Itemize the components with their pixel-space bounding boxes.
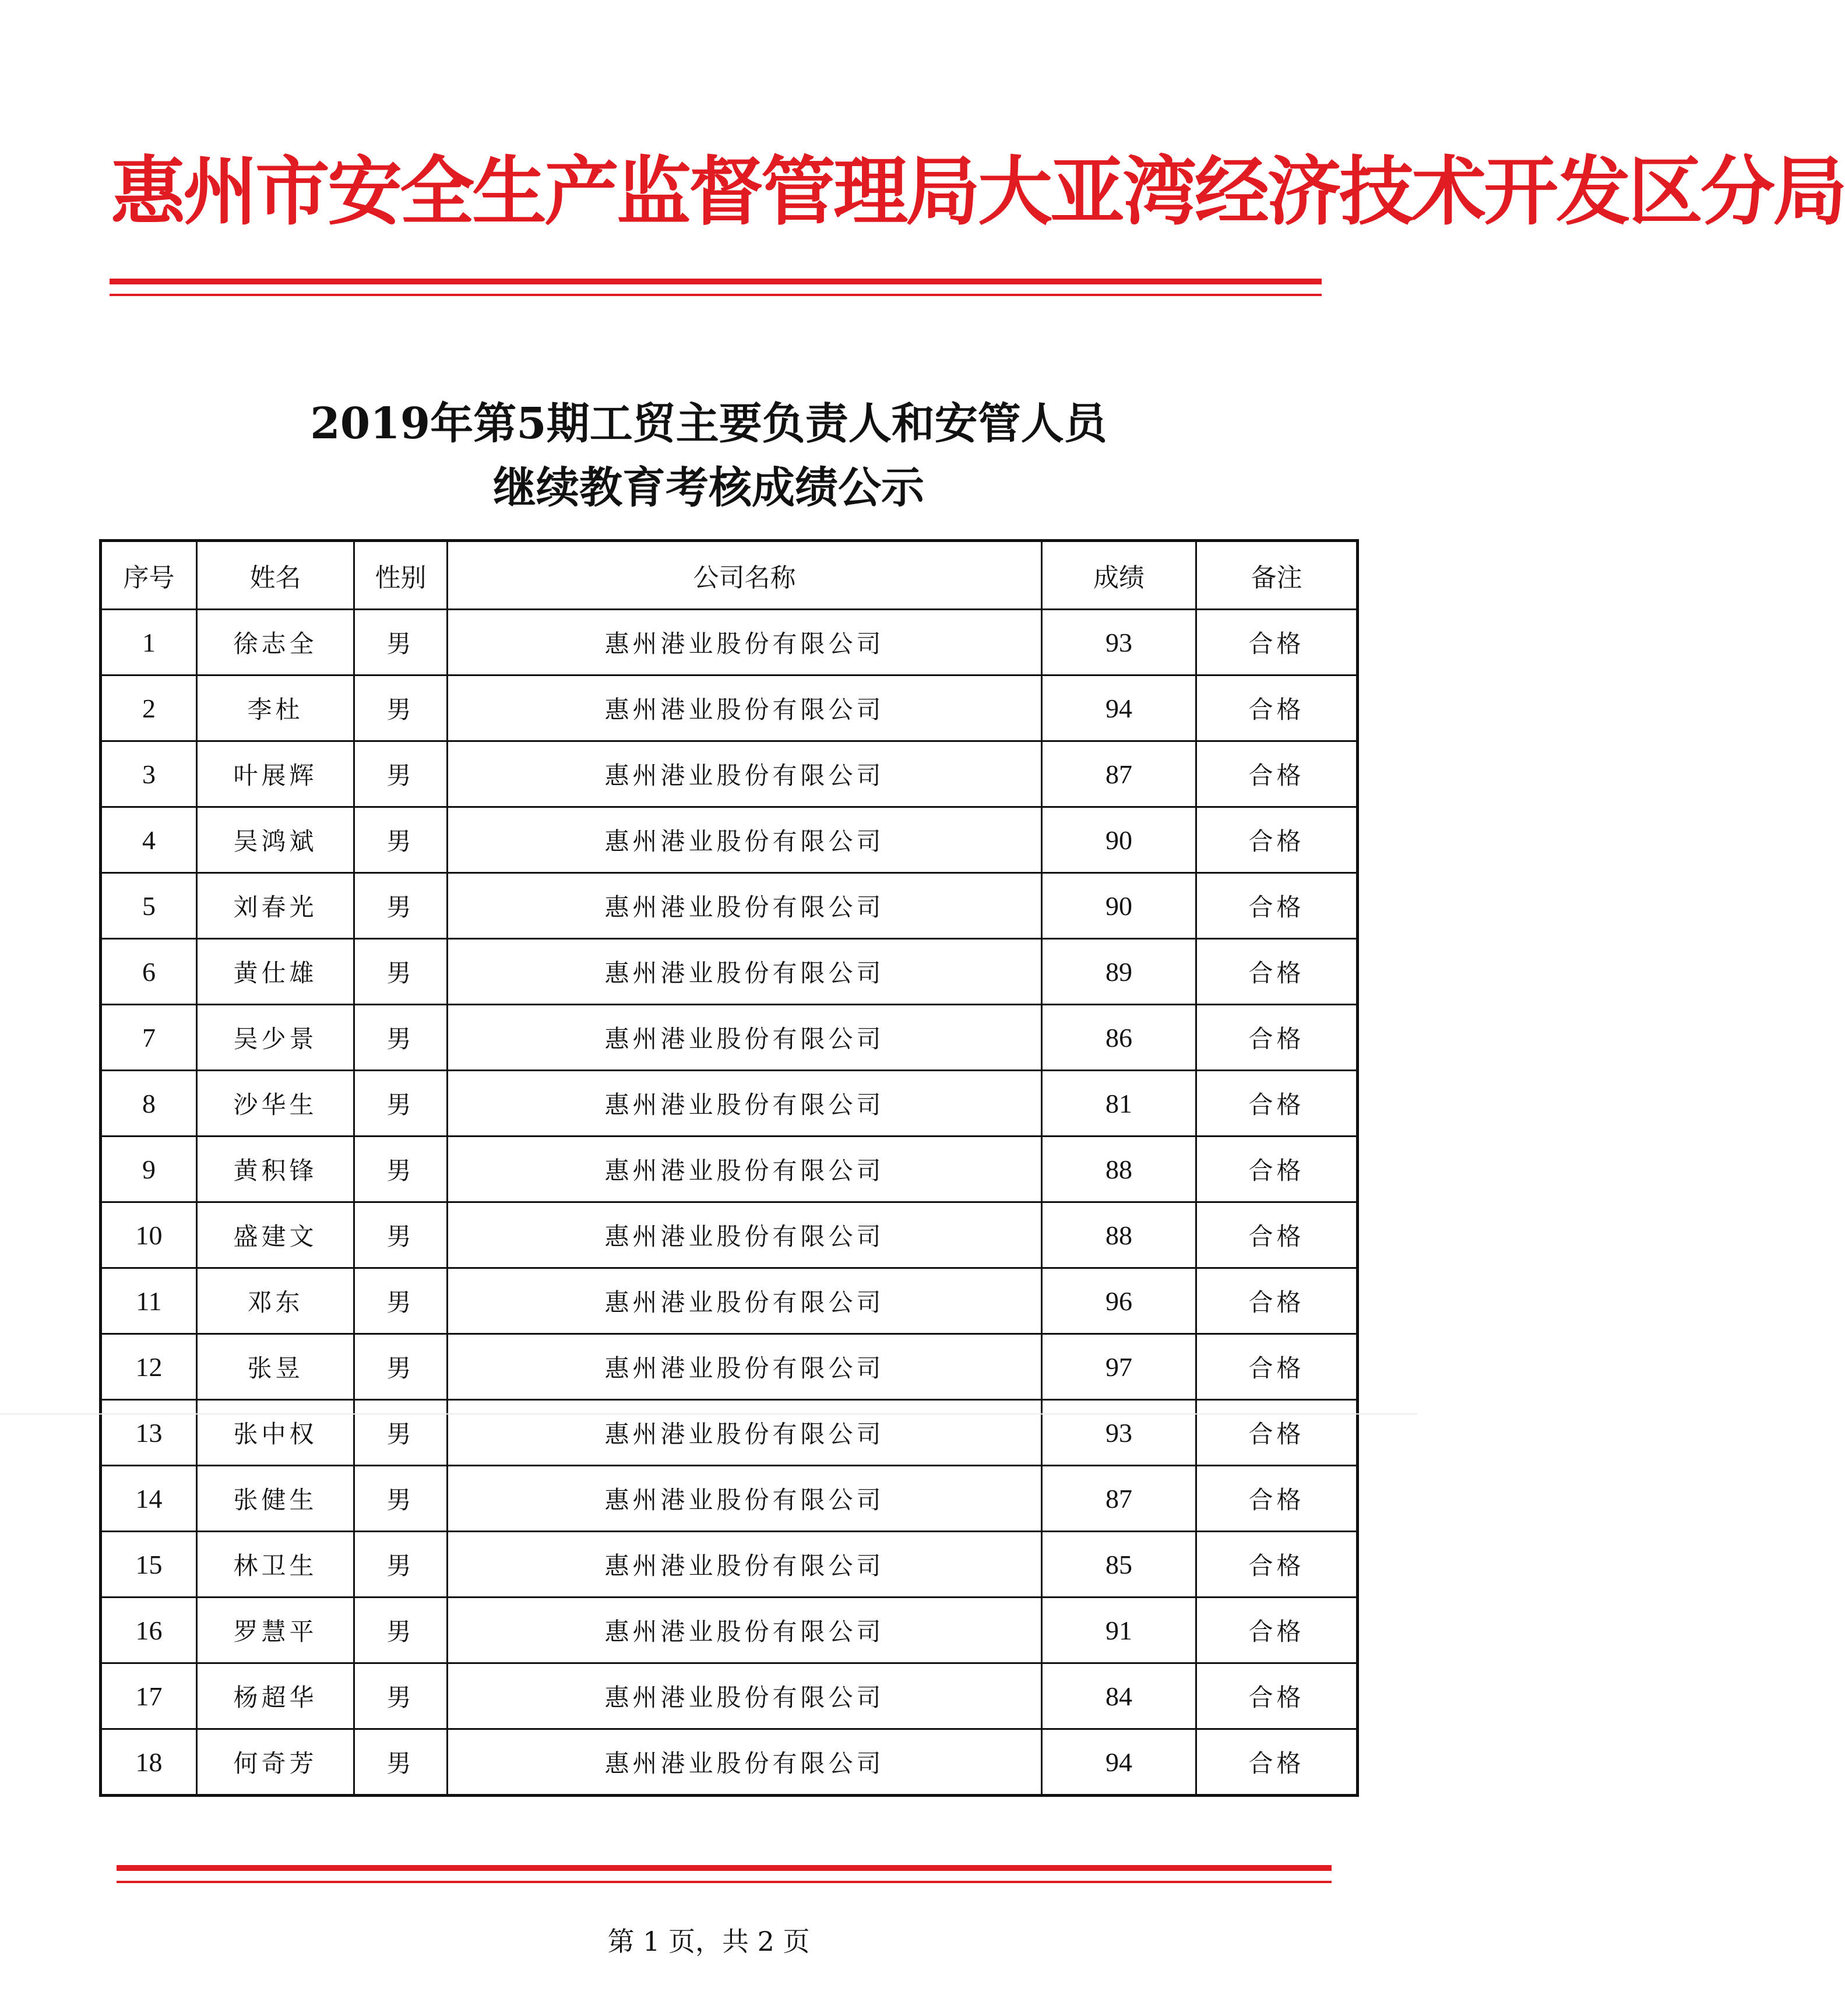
cell-no: 15 bbox=[101, 1532, 197, 1598]
cell-remark: 合格 bbox=[1196, 610, 1358, 675]
cell-company: 惠州港业股份有限公司 bbox=[448, 873, 1042, 939]
table-row bbox=[101, 1137, 1358, 1202]
cell-score: 97 bbox=[1042, 1334, 1196, 1400]
cell-gender: 男 bbox=[354, 1202, 448, 1268]
cell-score: 90 bbox=[1042, 873, 1196, 939]
cell-gender: 男 bbox=[354, 1334, 448, 1400]
cell-company: 惠州港业股份有限公司 bbox=[448, 1071, 1042, 1137]
cell-no: 17 bbox=[101, 1663, 197, 1729]
cell-company: 惠州港业股份有限公司 bbox=[448, 1729, 1042, 1796]
cell-name: 沙华生 bbox=[197, 1071, 354, 1137]
cell-company: 惠州港业股份有限公司 bbox=[448, 741, 1042, 807]
cell-remark: 合格 bbox=[1196, 1005, 1358, 1071]
cell-score: 93 bbox=[1042, 610, 1196, 675]
cell-no: 16 bbox=[101, 1598, 197, 1663]
table-row bbox=[101, 1466, 1358, 1532]
cell-company: 惠州港业股份有限公司 bbox=[448, 610, 1042, 675]
cell-no: 3 bbox=[101, 741, 197, 807]
header-remark: 备注 bbox=[1196, 541, 1358, 610]
cell-name: 盛建文 bbox=[197, 1202, 354, 1268]
header-score: 成绩 bbox=[1042, 541, 1196, 610]
cell-remark: 合格 bbox=[1196, 1466, 1358, 1532]
table-row bbox=[101, 1532, 1358, 1598]
document-title-line2: 继续教育考核成绩公示 bbox=[493, 463, 924, 513]
cell-name: 张中权 bbox=[197, 1400, 354, 1466]
cell-gender: 男 bbox=[354, 1663, 448, 1729]
table-row bbox=[101, 873, 1358, 939]
cell-score: 86 bbox=[1042, 1005, 1196, 1071]
cell-gender: 男 bbox=[354, 1268, 448, 1334]
score-table bbox=[99, 539, 1359, 1797]
cell-company: 惠州港业股份有限公司 bbox=[448, 1005, 1042, 1071]
cell-no: 7 bbox=[101, 1005, 197, 1071]
cell-gender: 男 bbox=[354, 1598, 448, 1663]
cell-company: 惠州港业股份有限公司 bbox=[448, 1532, 1042, 1598]
cell-gender: 男 bbox=[354, 1071, 448, 1137]
table-row bbox=[101, 807, 1358, 873]
cell-no: 13 bbox=[101, 1400, 197, 1466]
table-row bbox=[101, 1598, 1358, 1663]
table-row bbox=[101, 741, 1358, 807]
cell-company: 惠州港业股份有限公司 bbox=[448, 1334, 1042, 1400]
cell-name: 林卫生 bbox=[197, 1532, 354, 1598]
cell-score: 91 bbox=[1042, 1598, 1196, 1663]
table-row bbox=[101, 1663, 1358, 1729]
cell-no: 11 bbox=[101, 1268, 197, 1334]
cell-company: 惠州港业股份有限公司 bbox=[448, 675, 1042, 741]
cell-gender: 男 bbox=[354, 1729, 448, 1796]
cell-company: 惠州港业股份有限公司 bbox=[448, 1202, 1042, 1268]
cell-name: 邓东 bbox=[197, 1268, 354, 1334]
cell-score: 94 bbox=[1042, 675, 1196, 741]
cell-remark: 合格 bbox=[1196, 807, 1358, 873]
scan-fold-line bbox=[0, 1413, 1417, 1415]
cell-no: 9 bbox=[101, 1137, 197, 1202]
cell-no: 2 bbox=[101, 675, 197, 741]
cell-gender: 男 bbox=[354, 1532, 448, 1598]
cell-company: 惠州港业股份有限公司 bbox=[448, 1663, 1042, 1729]
cell-name: 叶展辉 bbox=[197, 741, 354, 807]
cell-remark: 合格 bbox=[1196, 1400, 1358, 1466]
cell-no: 12 bbox=[101, 1334, 197, 1400]
cell-score: 96 bbox=[1042, 1268, 1196, 1334]
cell-name: 徐志全 bbox=[197, 610, 354, 675]
table-body bbox=[101, 610, 1358, 1796]
cell-no: 10 bbox=[101, 1202, 197, 1268]
cell-remark: 合格 bbox=[1196, 1334, 1358, 1400]
cell-name: 张昱 bbox=[197, 1334, 354, 1400]
cell-remark: 合格 bbox=[1196, 1268, 1358, 1334]
cell-remark: 合格 bbox=[1196, 1598, 1358, 1663]
cell-score: 81 bbox=[1042, 1071, 1196, 1137]
cell-company: 惠州港业股份有限公司 bbox=[448, 1466, 1042, 1532]
cell-remark: 合格 bbox=[1196, 873, 1358, 939]
cell-gender: 男 bbox=[354, 873, 448, 939]
document-title-line1: 2019年第5期工贸主要负责人和安管人员 bbox=[310, 399, 1107, 449]
cell-company: 惠州港业股份有限公司 bbox=[448, 1400, 1042, 1466]
footer-rule-thick bbox=[117, 1865, 1332, 1871]
header-gender: 性别 bbox=[354, 541, 448, 610]
cell-score: 94 bbox=[1042, 1729, 1196, 1796]
cell-gender: 男 bbox=[354, 1137, 448, 1202]
cell-gender: 男 bbox=[354, 1466, 448, 1532]
page-number: 第 1 页，共 2 页 bbox=[607, 1926, 810, 1957]
cell-no: 18 bbox=[101, 1729, 197, 1796]
cell-no: 8 bbox=[101, 1071, 197, 1137]
cell-name: 黄积锋 bbox=[197, 1137, 354, 1202]
cell-no: 1 bbox=[101, 610, 197, 675]
cell-gender: 男 bbox=[354, 807, 448, 873]
cell-remark: 合格 bbox=[1196, 675, 1358, 741]
cell-score: 87 bbox=[1042, 741, 1196, 807]
cell-name: 刘春光 bbox=[197, 873, 354, 939]
cell-remark: 合格 bbox=[1196, 1532, 1358, 1598]
letterhead-rule-thick bbox=[110, 279, 1322, 284]
cell-name: 张健生 bbox=[197, 1466, 354, 1532]
cell-name: 黄仕雄 bbox=[197, 939, 354, 1005]
cell-gender: 男 bbox=[354, 1005, 448, 1071]
cell-score: 87 bbox=[1042, 1466, 1196, 1532]
cell-remark: 合格 bbox=[1196, 1071, 1358, 1137]
cell-score: 93 bbox=[1042, 1400, 1196, 1466]
cell-remark: 合格 bbox=[1196, 741, 1358, 807]
cell-remark: 合格 bbox=[1196, 1729, 1358, 1796]
footer-rule-thin bbox=[117, 1881, 1332, 1883]
cell-no: 5 bbox=[101, 873, 197, 939]
cell-score: 88 bbox=[1042, 1137, 1196, 1202]
table-row bbox=[101, 1202, 1358, 1268]
header-name: 姓名 bbox=[197, 541, 354, 610]
table-row bbox=[101, 1729, 1358, 1796]
cell-name: 罗慧平 bbox=[197, 1598, 354, 1663]
header-company: 公司名称 bbox=[448, 541, 1042, 610]
cell-gender: 男 bbox=[354, 939, 448, 1005]
cell-name: 杨超华 bbox=[197, 1663, 354, 1729]
cell-name: 吴少景 bbox=[197, 1005, 354, 1071]
table-header-row bbox=[101, 541, 1358, 610]
table-row bbox=[101, 675, 1358, 741]
table-row bbox=[101, 610, 1358, 675]
header-no: 序号 bbox=[101, 541, 197, 610]
cell-no: 14 bbox=[101, 1466, 197, 1532]
cell-no: 6 bbox=[101, 939, 197, 1005]
letterhead-rule-thin bbox=[110, 294, 1322, 296]
table-row bbox=[101, 1071, 1358, 1137]
cell-score: 88 bbox=[1042, 1202, 1196, 1268]
cell-company: 惠州港业股份有限公司 bbox=[448, 1598, 1042, 1663]
cell-remark: 合格 bbox=[1196, 1202, 1358, 1268]
cell-score: 89 bbox=[1042, 939, 1196, 1005]
cell-company: 惠州港业股份有限公司 bbox=[448, 939, 1042, 1005]
table-row bbox=[101, 1334, 1358, 1400]
table-row bbox=[101, 1005, 1358, 1071]
cell-company: 惠州港业股份有限公司 bbox=[448, 1137, 1042, 1202]
letterhead-org-name: 惠州市安全生产监督管理局大亚湾经济技术开发区分局 bbox=[111, 149, 1845, 235]
table-row bbox=[101, 1400, 1358, 1466]
cell-score: 85 bbox=[1042, 1532, 1196, 1598]
table-row bbox=[101, 1268, 1358, 1334]
cell-no: 4 bbox=[101, 807, 197, 873]
cell-gender: 男 bbox=[354, 1400, 448, 1466]
cell-company: 惠州港业股份有限公司 bbox=[448, 807, 1042, 873]
cell-gender: 男 bbox=[354, 741, 448, 807]
cell-score: 84 bbox=[1042, 1663, 1196, 1729]
table-row bbox=[101, 939, 1358, 1005]
cell-remark: 合格 bbox=[1196, 939, 1358, 1005]
cell-gender: 男 bbox=[354, 675, 448, 741]
cell-score: 90 bbox=[1042, 807, 1196, 873]
cell-gender: 男 bbox=[354, 610, 448, 675]
cell-remark: 合格 bbox=[1196, 1663, 1358, 1729]
cell-name: 何奇芳 bbox=[197, 1729, 354, 1796]
cell-name: 吴鸿斌 bbox=[197, 807, 354, 873]
cell-company: 惠州港业股份有限公司 bbox=[448, 1268, 1042, 1334]
cell-name: 李杜 bbox=[197, 675, 354, 741]
cell-remark: 合格 bbox=[1196, 1137, 1358, 1202]
